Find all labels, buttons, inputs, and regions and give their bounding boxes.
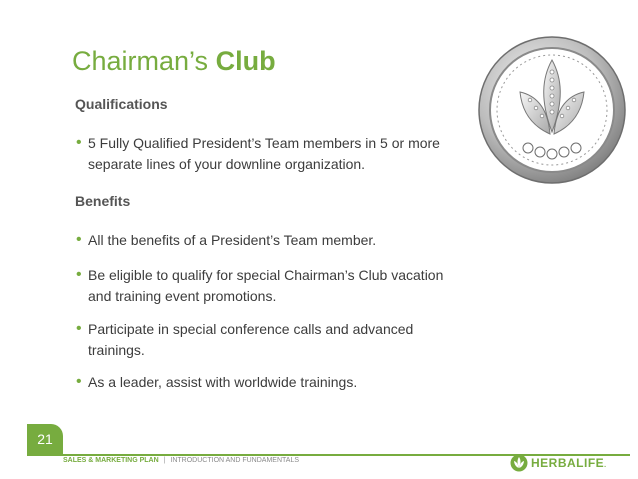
- benefit-text: As a leader, assist with worldwide trainings.: [88, 374, 358, 390]
- herbalife-wordmark: [531, 456, 607, 470]
- title-regular: Chairman’s: [72, 46, 209, 76]
- bullet-dot: •: [76, 266, 82, 283]
- bullet-dot: •: [76, 373, 82, 390]
- bullet-dot: •: [76, 320, 82, 337]
- benefit-text: All the benefits of a President’s Team member.: [88, 232, 377, 248]
- brand-mark: .: [604, 462, 607, 469]
- qualification-item: [76, 133, 466, 175]
- footer-plan-label: SALES & MARKETING PLAN: [63, 457, 159, 464]
- qualification-text: 5 Fully Qualified President’s Team members in 5 or more separate lines of your downline organization.: [88, 135, 440, 172]
- benefit-text: Be eligible to qualify for special Chairman’s Club vacation and training event promotions.: [88, 267, 444, 304]
- bullet-dot: •: [76, 231, 82, 248]
- qualifications-heading: Qualifications: [75, 96, 168, 112]
- footer-section-label: INTRODUCTION AND FUNDAMENTALS: [170, 457, 300, 464]
- benefit-text: Participate in special conference calls and advanced trainings.: [88, 321, 414, 358]
- bullet-dot: •: [76, 134, 82, 151]
- chairmans-club-pin-icon: [476, 34, 628, 186]
- benefit-item: [76, 372, 466, 393]
- benefit-item: [76, 265, 466, 307]
- benefits-heading: Benefits: [75, 193, 131, 209]
- title-bold: Club: [215, 46, 276, 76]
- page-number-badge: 21: [27, 424, 63, 454]
- benefit-item: [76, 230, 466, 251]
- herbalife-logo: [510, 452, 628, 474]
- brand-name: HERBALIFE: [531, 456, 605, 470]
- page-title: [72, 46, 276, 77]
- benefit-item: [76, 319, 466, 361]
- herbalife-leaf-icon: [510, 454, 528, 472]
- footer-caption: [63, 457, 299, 464]
- footer-separator: |: [163, 457, 166, 464]
